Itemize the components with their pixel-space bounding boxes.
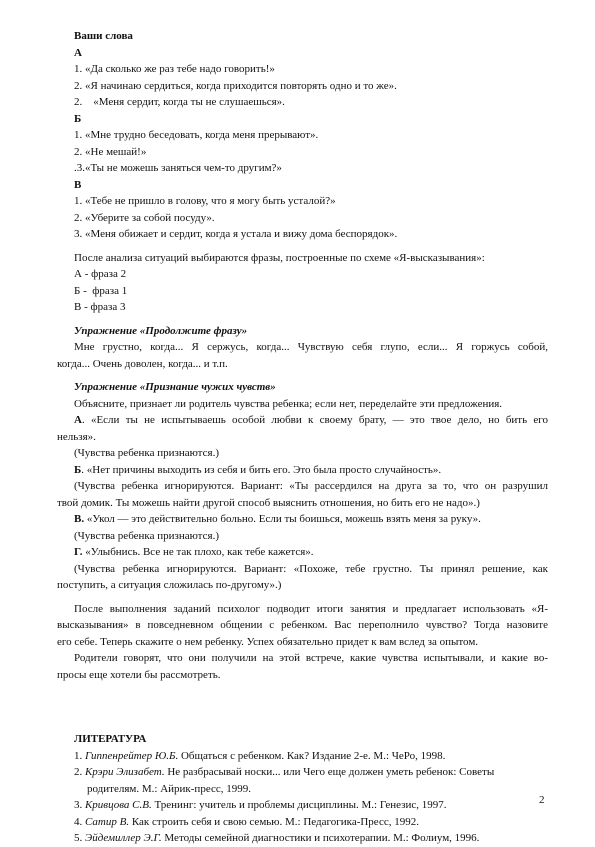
exercise-text: когда... Очень доволен, когда... и т.п.: [57, 357, 228, 370]
list-item: 2. «Я начинаю сердиться, когда приходится повторять одно и то же».: [74, 79, 397, 92]
reference-number: 1.: [74, 749, 85, 762]
example-note: (Чувства ребенка игнорируются. Вариант: «Ты рассердился на друга за то, что он разрушил: [74, 480, 548, 492]
example-note: (Чувства ребенка игнорируются. Вариант: «Похоже, тебе грустно. Ты принял решение, как: [74, 562, 548, 575]
list-item: 2. «Не мешай!»: [74, 145, 147, 158]
reference-author: Эйдемиллер Э.Г.: [85, 832, 162, 844]
page-number: 2: [539, 794, 545, 806]
reference-number: 2.: [74, 766, 85, 778]
conclusion-text: высказывания» в повседневном общении с ребенком. Вас переполнило чувство? Тогда назовите: [57, 619, 548, 631]
example-b: [74, 462, 548, 479]
answer-item: В - фраза 3: [74, 301, 126, 313]
spacer: [74, 243, 548, 250]
example-letter: А: [74, 414, 82, 426]
reference-item: [74, 748, 548, 765]
section-title: Ваши слова: [74, 30, 133, 42]
spacer: [74, 372, 548, 379]
reference-text: Общаться с ребенком. Как? Издание 2-е. М.: ЧеРо, 1998.: [178, 749, 446, 762]
example-text: . «Нет причины выходить из себя и бить его. Это была просто случайность».: [81, 463, 442, 476]
answer-item: Б - фраза 1: [74, 284, 128, 297]
example-text: «Улыбнись. Все не так плохо, как тебе кажется».: [82, 546, 314, 558]
example-text: . «Если ты не испытываешь особой любви к своему брату, — это твое дело, но бить его: [81, 414, 548, 426]
reference-author: Крэри Элизабет.: [85, 766, 165, 778]
reference-text: Не разбрасывай носки... или Чего еще должен уметь ребенок: Советы: [164, 766, 495, 778]
example-a: [74, 412, 548, 429]
analysis-text: После анализа ситуаций выбираются фразы, построенные по схеме «Я-высказывания»:: [74, 251, 485, 264]
literature-title: ЛИТЕРАТУРА: [74, 733, 147, 745]
reference-number: 5.: [74, 832, 85, 844]
list-item: 1. «Тебе не пришло в голову, что я могу быть усталой?»: [74, 195, 336, 207]
group-letter-a: А: [74, 46, 82, 59]
reference-item: [74, 830, 548, 847]
answer-item: А - фраза 2: [74, 268, 127, 280]
group-letter-b: Б: [74, 112, 82, 125]
reference-item: [74, 797, 548, 814]
example-letter: Г.: [74, 546, 83, 558]
reference-text: Как строить себя и свою семью. М.: Педагогика-Пресс, 1992.: [129, 815, 419, 828]
spacer: [74, 316, 548, 323]
example-text: «Укол — это действительно больно. Если ты боишься, можешь взять меня за руку».: [84, 513, 481, 525]
conclusion-text: Родители говорят, что они получили на этой встрече, какие чувства испытывали, и какие во-: [74, 652, 548, 664]
list-item: 2. «Меня сердит, когда ты не слушаешься».: [74, 96, 285, 108]
example-note: (Чувства ребенка признаются.): [74, 529, 219, 542]
example-letter: В.: [74, 513, 85, 525]
example-text-cont: нельзя».: [57, 430, 96, 443]
exercise-title: Упражнение «Признание чужих чувств»: [74, 381, 276, 393]
conclusion-text: его себе. Теперь скажите о нем ребенку. Успех обязательно придет к вам вслед за опытом.: [57, 635, 479, 648]
list-item: 1. «Да сколько же раз тебе надо говорить!»: [74, 63, 275, 75]
reference-author: Гиппенрейтер Ю.Б.: [85, 749, 179, 762]
spacer: [74, 683, 548, 731]
reference-text: Методы семейной диагностики и психотерапии. М.: Фолиум, 1996.: [161, 832, 480, 844]
example-note: (Чувства ребенка признаются.): [74, 447, 219, 459]
example-note-cont: твой домик. Ты можешь найти другой способ выяснить отношения, но бить его не надо».): [57, 496, 480, 509]
reference-text: Тренинг: учитель и проблемы дисциплины. М.: Генезис, 1997.: [151, 799, 447, 811]
exercise-title: Упражнение «Продолжите фразу»: [74, 324, 248, 337]
group-letter-v: В: [74, 178, 82, 191]
example-g: [74, 544, 548, 561]
list-item: .3.«Ты не можешь заняться чем-то другим?»: [74, 162, 282, 174]
exercise-text: Мне грустно, когда... Я сержусь, когда... Чувствую себя глупо, если... Я горжусь собой,: [74, 341, 548, 353]
page-content: [57, 28, 548, 847]
reference-author: Кривцова С.В.: [85, 799, 152, 811]
reference-item: [74, 764, 548, 781]
reference-author: Сатир В.: [85, 815, 130, 828]
reference-number: 3.: [74, 799, 85, 811]
conclusion-text: После выполнения заданий психолог подводит итоги занятия и предлагает использовать «Я-: [74, 602, 548, 615]
reference-item-cont: родителям. М.: Айрик-пресс, 1999.: [87, 782, 251, 795]
list-item: 2. «Уберите за собой посуду».: [74, 211, 215, 224]
list-item: 3. «Меня обижает и сердит, когда я устала и вижу дома беспорядок».: [74, 228, 398, 240]
reference-number: 4.: [74, 815, 85, 828]
exercise-intro: Объясните, признает ли родитель чувства ребенка; если нет, переделайте эти предложения.: [74, 397, 503, 410]
example-v: [74, 511, 548, 528]
conclusion-text: просы еще хотели бы рассмотреть.: [57, 668, 221, 681]
reference-item: [74, 814, 548, 831]
list-item: 1. «Мне трудно беседовать, когда меня прерывают».: [74, 129, 319, 141]
example-letter: Б: [74, 463, 82, 476]
spacer: [74, 594, 548, 601]
example-note-cont: поступить, а ситуация сложилась по-другому».): [57, 579, 282, 591]
